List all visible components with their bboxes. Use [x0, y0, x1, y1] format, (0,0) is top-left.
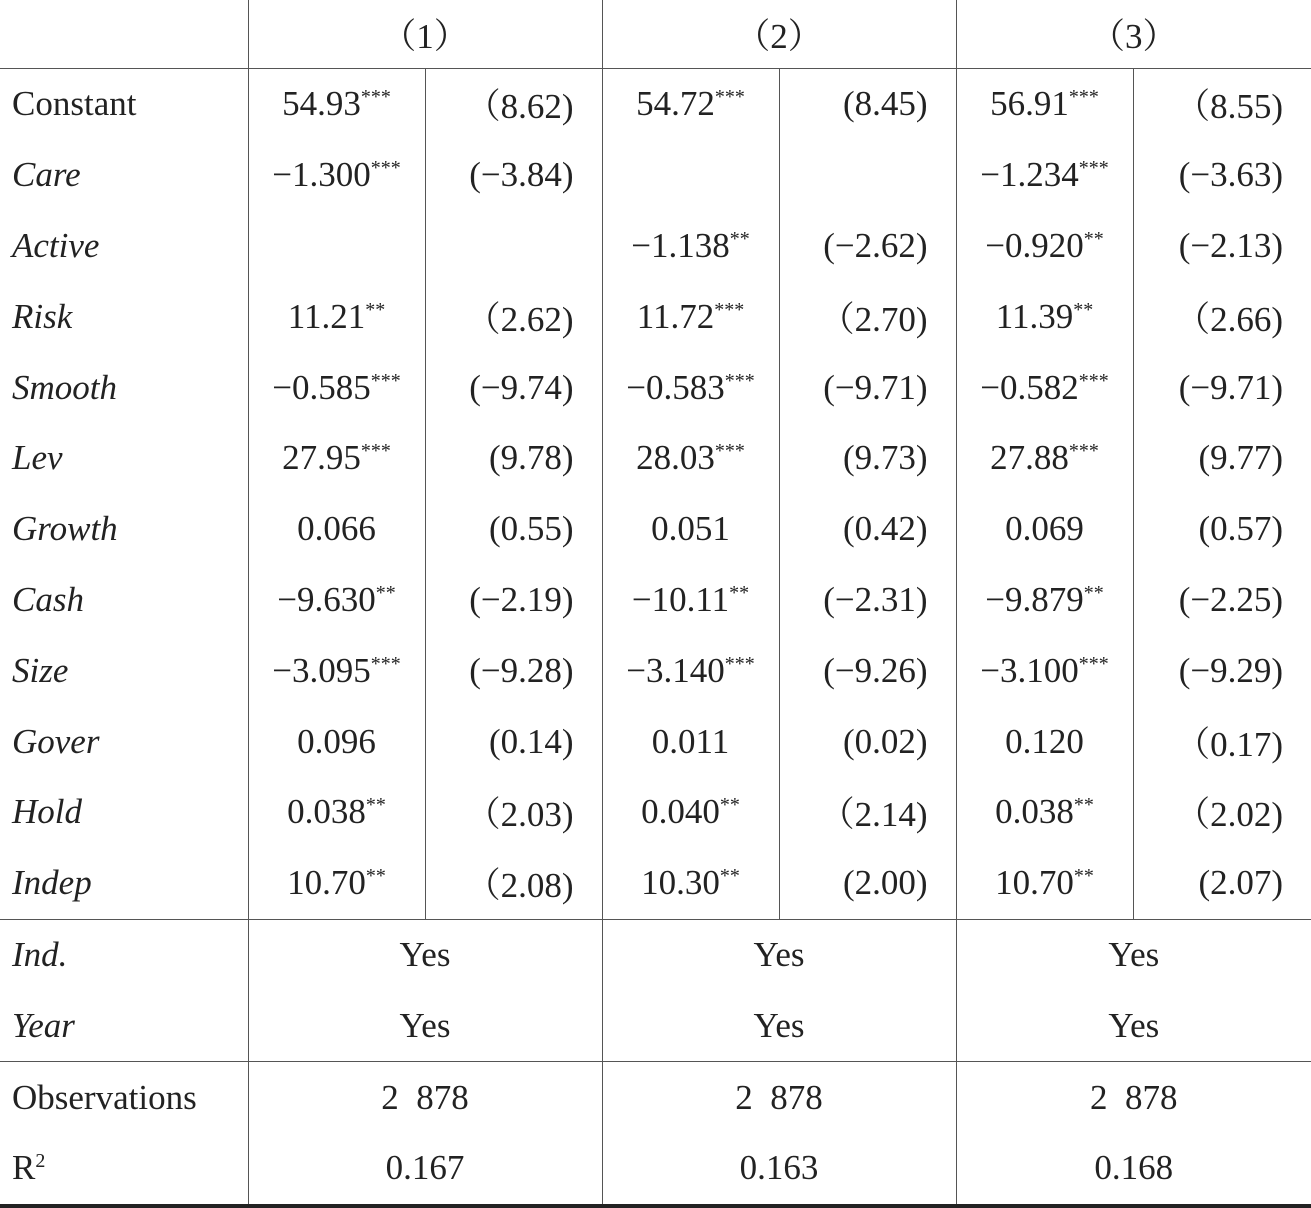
t-stat-cell: (0.02): [779, 706, 956, 777]
significance-stars: ***: [360, 86, 391, 109]
coef-cell: 54.72***: [602, 69, 779, 140]
row-label: Risk: [12, 296, 73, 336]
t-stat-cell: (−2.19): [425, 565, 602, 636]
row-label: Hold: [12, 792, 82, 832]
t-stat-cell: (−9.71): [779, 352, 956, 423]
stat-cell: 2 878: [602, 1062, 956, 1133]
t-stat-cell: （0.17): [1133, 706, 1311, 777]
row-size: [0, 635, 1311, 706]
coef-cell: 11.21**: [248, 281, 425, 352]
row-risk: [0, 281, 1311, 352]
t-stat-cell: (9.77): [1133, 423, 1311, 494]
significance-stars: **: [1073, 865, 1094, 888]
t-stat-cell: (−2.31): [779, 565, 956, 636]
control-cell: Yes: [602, 990, 956, 1061]
significance-stars: ***: [370, 369, 401, 392]
t-stat-cell: (2.00): [779, 848, 956, 919]
coef-cell: 10.70**: [956, 848, 1133, 919]
stat-cell: 2 878: [956, 1062, 1311, 1133]
coef-cell: −0.585***: [248, 352, 425, 423]
significance-stars: ***: [724, 652, 755, 675]
row-label: Observations: [0, 1062, 248, 1133]
coef-cell: 11.72***: [602, 281, 779, 352]
coef-cell: [602, 140, 779, 211]
t-stat-cell: [779, 140, 956, 211]
row-label: Cash: [12, 579, 84, 619]
significance-stars: ***: [1078, 157, 1109, 180]
t-stat-cell: (8.45): [779, 69, 956, 140]
row-label: Gover: [12, 721, 100, 761]
row-ind-control: [0, 919, 1311, 990]
t-stat-cell: (2.07): [1133, 848, 1311, 919]
significance-stars: **: [719, 794, 740, 817]
coef-cell: 27.95***: [248, 423, 425, 494]
coef-cell: 0.069: [956, 494, 1133, 565]
stat-cell: 0.163: [602, 1133, 956, 1206]
coef-cell: −9.630**: [248, 565, 425, 636]
row-observations: [0, 1062, 1311, 1133]
coef-cell: 11.39**: [956, 281, 1133, 352]
significance-stars: ***: [1078, 369, 1109, 392]
t-stat-cell: (−3.84): [425, 140, 602, 211]
coef-cell: 0.011: [602, 706, 779, 777]
t-stat-cell: (0.55): [425, 494, 602, 565]
significance-stars: **: [719, 865, 740, 888]
t-stat-cell: (−9.28): [425, 635, 602, 706]
row-label: Active: [12, 225, 100, 265]
coef-cell: −3.095***: [248, 635, 425, 706]
row-label: Year: [12, 1005, 75, 1045]
significance-stars: **: [365, 794, 386, 817]
control-cell: Yes: [248, 919, 602, 990]
coef-cell: 0.120: [956, 706, 1133, 777]
significance-stars: ***: [1068, 86, 1099, 109]
row-indep: [0, 848, 1311, 919]
row-active: [0, 211, 1311, 282]
significance-stars: **: [729, 227, 750, 250]
significance-stars: **: [729, 581, 750, 604]
row-smooth: [0, 352, 1311, 423]
t-stat-cell: (−2.25): [1133, 565, 1311, 636]
model-2-header: （2）: [602, 0, 956, 69]
control-cell: Yes: [248, 990, 602, 1061]
superscript-2: 2: [35, 1150, 46, 1173]
t-stat-cell: （2.62): [425, 281, 602, 352]
coef-cell: −1.138**: [602, 211, 779, 282]
row-care: [0, 140, 1311, 211]
t-stat-cell: （2.02): [1133, 777, 1311, 848]
significance-stars: **: [1073, 794, 1094, 817]
t-stat-cell: (9.78): [425, 423, 602, 494]
coef-cell: −3.100***: [956, 635, 1133, 706]
t-stat-cell: (−9.74): [425, 352, 602, 423]
coef-cell: −10.11**: [602, 565, 779, 636]
coef-cell: −9.879**: [956, 565, 1133, 636]
control-cell: Yes: [956, 919, 1311, 990]
t-stat-cell: （2.66): [1133, 281, 1311, 352]
significance-stars: ***: [360, 440, 391, 463]
coef-cell: 10.70**: [248, 848, 425, 919]
significance-stars: ***: [370, 157, 401, 180]
coef-cell: 0.038**: [956, 777, 1133, 848]
significance-stars: **: [365, 298, 386, 321]
coef-cell: −0.583***: [602, 352, 779, 423]
coef-cell: 0.038**: [248, 777, 425, 848]
t-stat-cell: （2.08): [425, 848, 602, 919]
row-lev: [0, 423, 1311, 494]
row-constant: [0, 69, 1311, 140]
t-stat-cell: (0.14): [425, 706, 602, 777]
coef-cell: 10.30**: [602, 848, 779, 919]
significance-stars: **: [365, 865, 386, 888]
coef-cell: −1.300***: [248, 140, 425, 211]
significance-stars: **: [1073, 298, 1094, 321]
row-label: Care: [12, 155, 81, 195]
coef-cell: −3.140***: [602, 635, 779, 706]
row-growth: [0, 494, 1311, 565]
row-gover: [0, 706, 1311, 777]
coef-cell: 54.93***: [248, 69, 425, 140]
row-label: Ind.: [0, 919, 248, 990]
row-r-squared: [0, 1133, 1311, 1206]
t-stat-cell: （8.62): [425, 69, 602, 140]
coef-cell: 27.88***: [956, 423, 1133, 494]
t-stat-cell: (0.42): [779, 494, 956, 565]
t-stat-cell: （2.03): [425, 777, 602, 848]
significance-stars: ***: [370, 652, 401, 675]
row-label: $R^2$: [0, 1133, 248, 1206]
t-stat-cell: (−9.29): [1133, 635, 1311, 706]
control-cell: Yes: [602, 919, 956, 990]
t-stat-cell: (−3.63): [1133, 140, 1311, 211]
coef-cell: 28.03***: [602, 423, 779, 494]
t-stat-cell: [425, 211, 602, 282]
significance-stars: ***: [714, 86, 745, 109]
model-1-header: （1）: [248, 0, 602, 69]
significance-stars: ***: [1078, 652, 1109, 675]
header-row: [0, 0, 1311, 69]
t-stat-cell: (−2.13): [1133, 211, 1311, 282]
t-stat-cell: (−9.26): [779, 635, 956, 706]
t-stat-cell: (0.57): [1133, 494, 1311, 565]
row-cash: [0, 565, 1311, 636]
coef-cell: 0.040**: [602, 777, 779, 848]
t-stat-cell: （2.14): [779, 777, 956, 848]
coef-cell: −0.582***: [956, 352, 1133, 423]
significance-stars: **: [375, 581, 396, 604]
coef-cell: [248, 211, 425, 282]
coef-cell: 0.066: [248, 494, 425, 565]
stat-cell: 2 878: [248, 1062, 602, 1133]
t-stat-cell: (−9.71): [1133, 352, 1311, 423]
significance-stars: ***: [714, 440, 745, 463]
row-label: Indep: [12, 863, 92, 903]
model-3-header: （3）: [956, 0, 1311, 69]
stat-cell: 0.168: [956, 1133, 1311, 1206]
coef-cell: 56.91***: [956, 69, 1133, 140]
stat-cell: 0.167: [248, 1133, 602, 1206]
significance-stars: **: [1083, 227, 1104, 250]
row-label: Lev: [12, 438, 63, 478]
row-label: Growth: [12, 509, 118, 549]
coef-cell: −1.234***: [956, 140, 1133, 211]
control-cell: Yes: [956, 990, 1311, 1061]
coef-cell: 0.096: [248, 706, 425, 777]
significance-stars: ***: [714, 298, 745, 321]
row-label: Smooth: [12, 367, 117, 407]
coef-cell: −0.920**: [956, 211, 1133, 282]
row-year-control: [0, 990, 1311, 1061]
significance-stars: ***: [724, 369, 755, 392]
significance-stars: **: [1083, 581, 1104, 604]
row-hold: [0, 777, 1311, 848]
row-label: Constant: [12, 84, 137, 124]
header-blank: [0, 0, 248, 69]
t-stat-cell: (−2.62): [779, 211, 956, 282]
significance-stars: ***: [1068, 440, 1099, 463]
t-stat-cell: （2.70): [779, 281, 956, 352]
row-label: Size: [12, 650, 69, 690]
t-stat-cell: （8.55): [1133, 69, 1311, 140]
t-stat-cell: (9.73): [779, 423, 956, 494]
coef-cell: 0.051: [602, 494, 779, 565]
